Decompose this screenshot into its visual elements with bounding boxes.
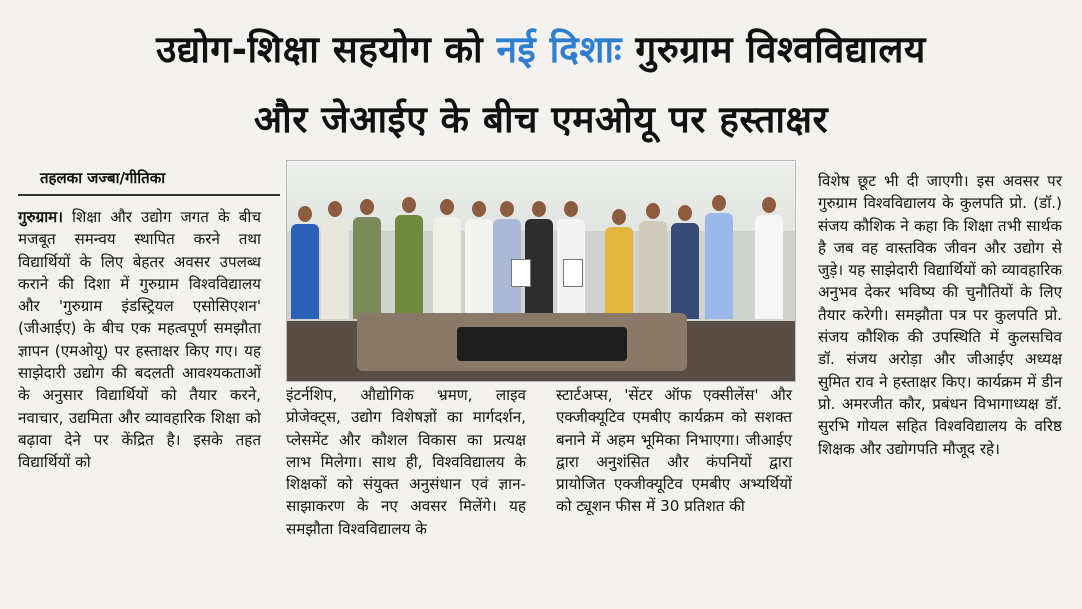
person: [639, 203, 667, 319]
person: [755, 197, 783, 319]
mou-document: [563, 259, 583, 287]
person: [395, 197, 423, 319]
person: [465, 201, 493, 319]
person: [291, 206, 319, 319]
column-1-text: शिक्षा और उद्योग जगत के बीच मजबूत समन्वय स्थापित करने तथा विद्यार्थियों के लिए बेहतर अवसर उपलब्ध कराने की दिशा में गुरुग्राम विश्वविद्यालय और 'गुरुग्राम इंडस्ट्रियल एसोसिएशन' (जीआईए) के बीच एक महत्वपूर्ण समझौता ज्ञापन (एमओयू) पर हस्ताक्षर किए गए। यह साझेदारी उद्योग की बदलती आवश्यकताओं के अनुसार विद्यार्थियों को तैयार करने, नवाचार, उद्यमिता और व्यावहारिक शिक्षा को बढ़ावा देने पर केंद्रित है। इसके तहत विद्यार्थियों को: [18, 208, 261, 472]
dateline: गुरुग्राम।: [18, 208, 63, 226]
article-column-2: इंटर्नशिप, औद्योगिक भ्रमण, लाइव प्रोजेक्ट्स, उद्योग विशेषज्ञों का मार्गदर्शन, प्लेसमेंट और कौशल विकास का प्रत्यक्ष लाभ मिलेगा। साथ ही, विश्वविद्यालय के शिक्षकों को संयुक्त अनुसंधान एवं ज्ञान-साझाकरण के नए अवसर मिलेंगे। यह समझौता विश्वविद्यालय के: [286, 386, 526, 538]
article-column-3: स्टार्टअप्स, 'सेंटर ऑफ एक्सीलेंस' और एक्जीक्यूटिव एमबीए कार्यक्रम को सशक्त बनाने में अहम भूमिका निभाएगा। जीआईए द्वारा अनुशंसित और कंपनियों द्वारा प्रायोजित एक्जीक्यूटिव एमबीए अभ्यर्थियों को ट्यूशन फीस में 30 प्रतिशत की: [556, 386, 792, 516]
person: [705, 195, 733, 319]
person: [353, 199, 381, 319]
headline-prefix: उद्योग-शिक्षा सहयोग को: [156, 28, 497, 71]
group-photo: [286, 160, 796, 382]
mou-document: [511, 259, 531, 287]
person: [605, 209, 633, 319]
headline-line-2: और जेआईए के बीच एमओयू पर हस्ताक्षर: [253, 98, 829, 141]
headline-accent: नई दिशाः: [496, 28, 623, 71]
article-column-4: विशेष छूट भी दी जाएगी। इस अवसर पर गुरुग्राम विश्वविद्यालय के कुलपति प्रो. (डॉ.) संजय कौशिक ने कहा कि शिक्षा तभी सार्थक है जब वह वास्तविक जीवन और उद्योग से जुड़े। यह साझेदारी विद्यार्थियों को व्यावहारिक अनुभव देकर भविष्य की चुनौतियों के लिए तैयार करेगी। समझौता पत्र पर कुलपति प्रो. संजय कौशिक की उपस्थिति में कुलसचिव डॉ. संजय अरोड़ा और जीआईए अध्यक्ष सुमित राव ने हस्ताक्षर किए। कार्यक्रम में डीन प्रो. अमरजीत कौर, प्रबंधन विभागाध्यक्ष डॉ. सुरभि गोयल सहित विश्वविद्यालय के वरिष्ठ शिक्षक और उद्योगपति मौजूद रहे।: [818, 172, 1062, 458]
person: [321, 201, 349, 319]
headline-line-1: [0, 22, 1082, 73]
byline: तहलका जज्बा/गीतिका: [18, 168, 280, 196]
article-column-1: [18, 206, 261, 474]
table-center: [457, 327, 627, 361]
person: [433, 199, 461, 319]
headline-suffix: गुरुग्राम विश्वविद्यालय: [622, 28, 926, 71]
person: [671, 205, 699, 319]
